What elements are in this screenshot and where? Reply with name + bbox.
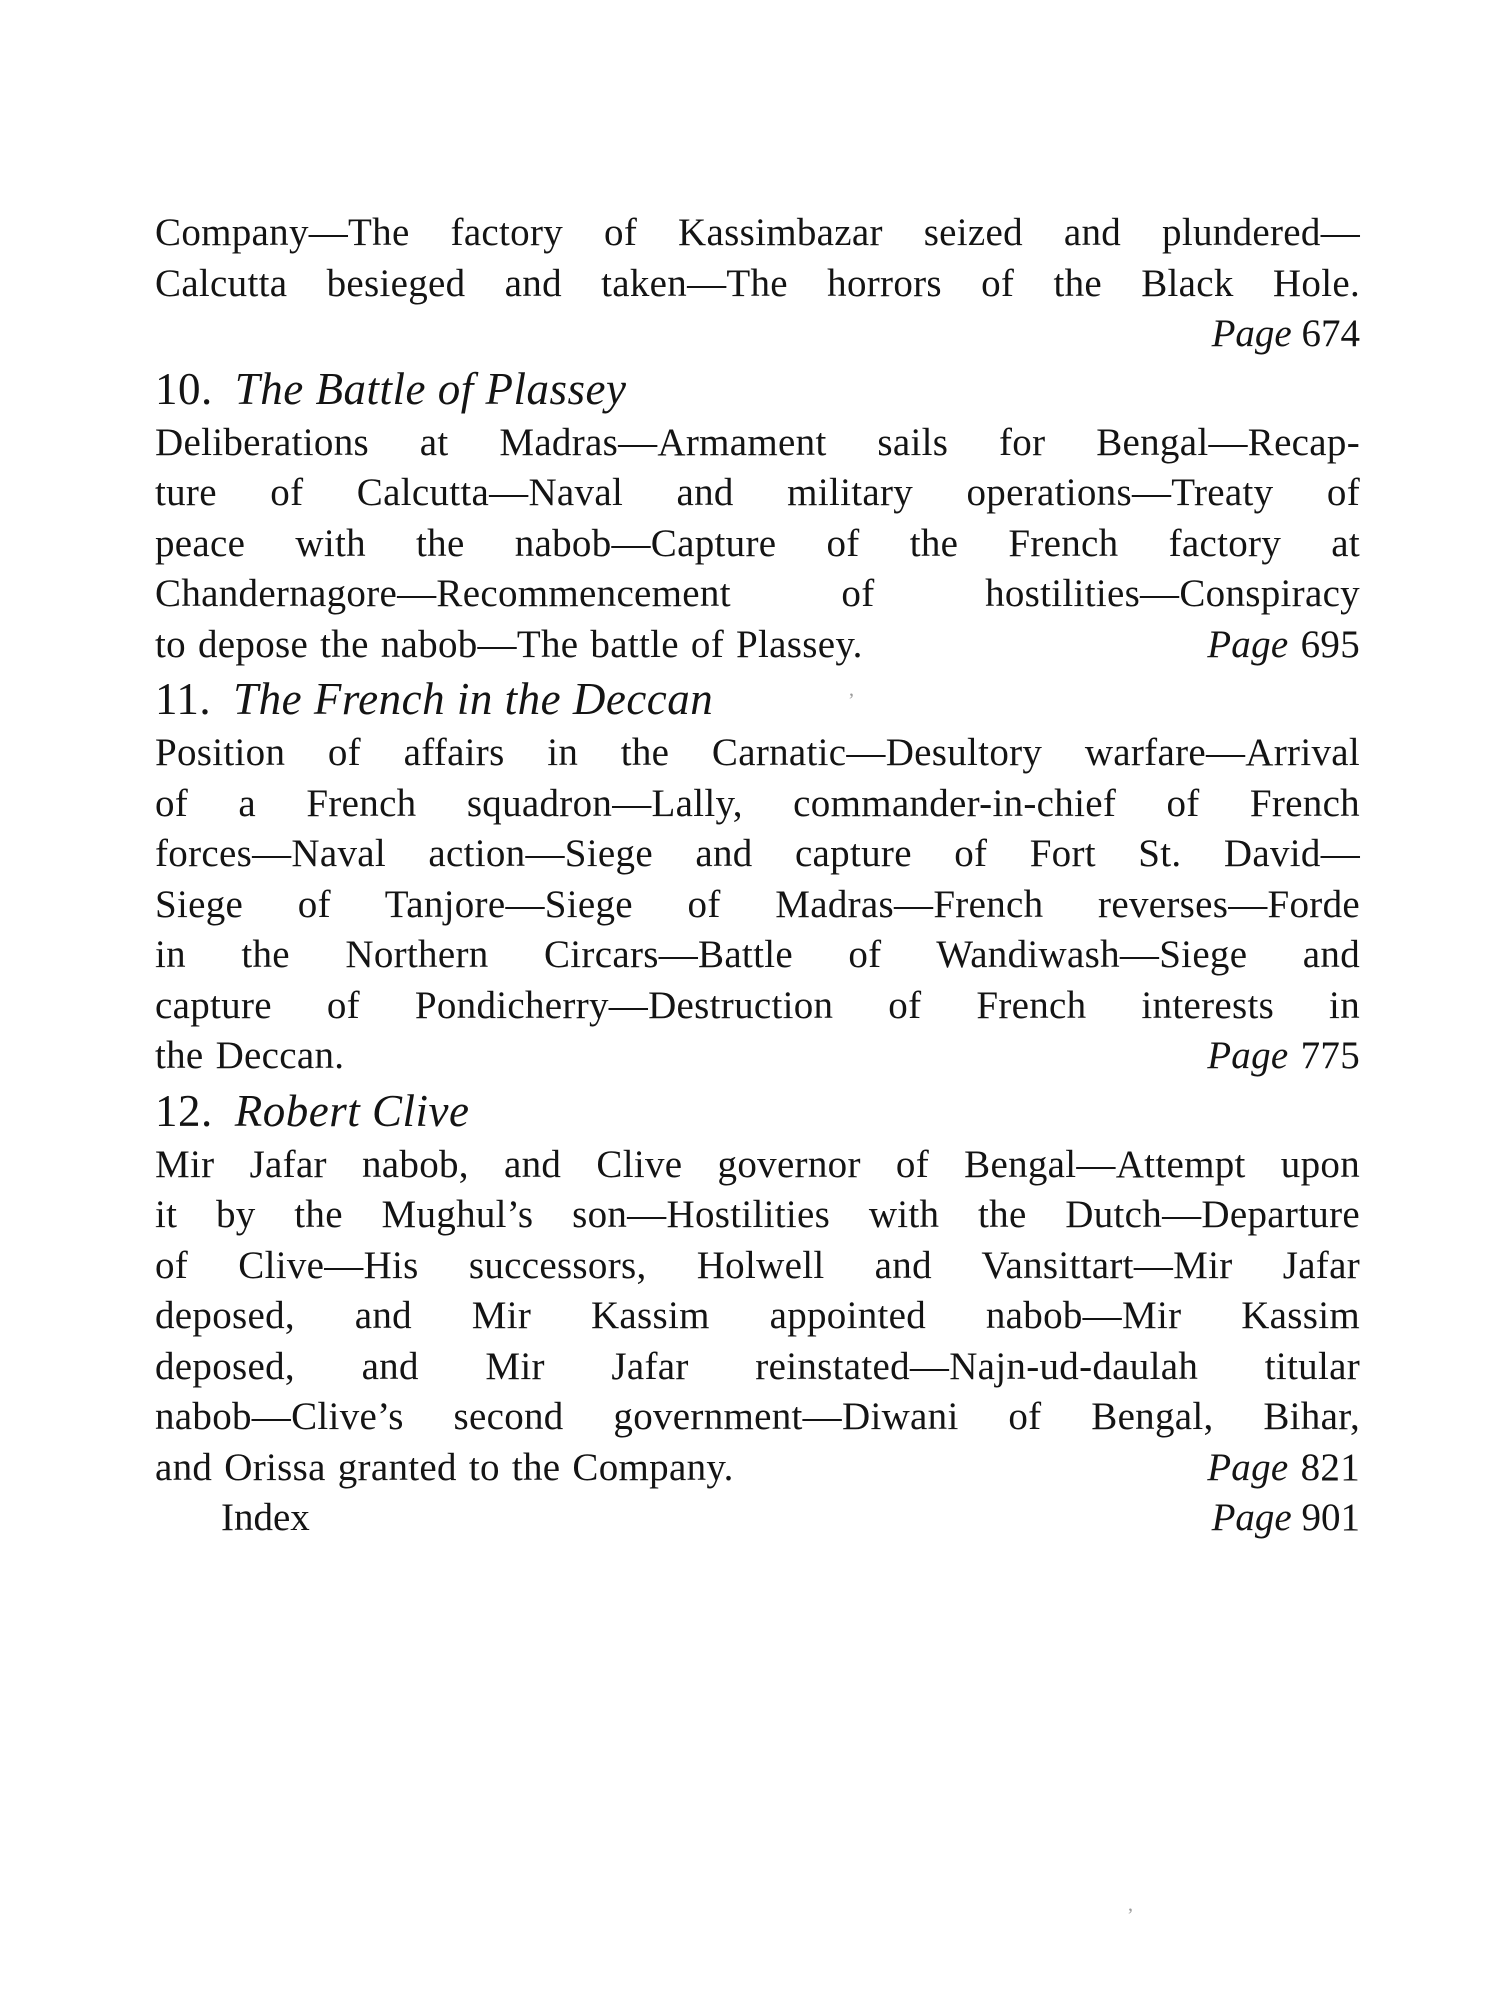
page-number: 775 — [1300, 1034, 1360, 1077]
summary-line: and Orissa granted to the Company. — [155, 1445, 734, 1489]
index-entry — [155, 1493, 1360, 1544]
page-label: Page — [1211, 312, 1292, 355]
chapter-page-ref — [1207, 1031, 1360, 1082]
index-label: Index — [221, 1496, 310, 1539]
print-speck: ʼ — [1127, 1905, 1134, 1927]
summary-line: Calcutta besieged and taken—The horrors of the Black Hole. — [155, 261, 1360, 305]
chapter-summary-10 — [155, 418, 1360, 671]
chapter-number: 11. — [155, 674, 212, 724]
page-number: 695 — [1300, 622, 1360, 666]
chapter-number: 10. — [155, 363, 213, 414]
page-label: Page — [1207, 1034, 1289, 1077]
summary-line: peace with the nabob—Capture of the French factory at — [155, 521, 1360, 565]
chapter-heading-12 — [155, 1082, 1360, 1140]
summary-line: forces—Naval action—Siege and capture of Fort St. David— — [155, 832, 1360, 875]
chapter-page-ref — [1207, 620, 1360, 671]
summary-line: Company—The factory of Kassimbazar seized and plundered— — [155, 211, 1360, 254]
summary-line: deposed, and Mir Kassim appointed nabob—Mir Kassim — [155, 1294, 1360, 1337]
summary-line: Position of affairs in the Carnatic—Desultory warfare—Arrival — [155, 731, 1360, 774]
chapter-summary-12 — [155, 1140, 1360, 1494]
summary-line: of Clive—His successors, Holwell and Vansittart—Mir Jafar — [155, 1243, 1360, 1287]
chapter-title: Robert Clive — [234, 1085, 470, 1136]
summary-line: Deliberations at Madras—Armament sails for Bengal—Recap- — [155, 420, 1360, 464]
intro-summary — [155, 208, 1360, 309]
chapter-page-ref — [1207, 1443, 1360, 1494]
contents-page — [155, 208, 1360, 1544]
chapter-number: 12. — [155, 1085, 213, 1136]
summary-line: capture of Pondicherry—Destruction of French interests in — [155, 983, 1360, 1027]
summary-line: Chandernagore—Recommencement of hostilities—Conspiracy — [155, 572, 1360, 615]
summary-line: deposed, and Mir Jafar reinstated—Najn-ud-daulah titular — [155, 1344, 1360, 1388]
summary-last-line — [155, 1443, 1360, 1494]
summary-line: Mir Jafar nabob, and Clive governor of Bengal—Attempt upon — [155, 1142, 1360, 1186]
page-label: Page — [1207, 1445, 1289, 1489]
chapter-title: The French in the Deccan — [233, 674, 714, 724]
page-number: 901 — [1301, 1496, 1360, 1539]
summary-line: the Deccan. — [155, 1034, 345, 1077]
summary-line: Siege of Tanjore—Siege of Madras—French reverses—Forde — [155, 882, 1360, 926]
page-label: Page — [1211, 1496, 1292, 1539]
chapter-summary-11 — [155, 728, 1360, 1082]
summary-line: of a French squadron—Lally, commander-in-chief of French — [155, 781, 1360, 825]
page-label: Page — [1207, 622, 1289, 666]
page-number: 674 — [1301, 312, 1360, 355]
summary-line: it by the Mughul’s son—Hostilities with the Dutch—Departure — [155, 1193, 1360, 1236]
page-number: 821 — [1300, 1445, 1360, 1489]
print-speck: ʼ — [848, 690, 855, 712]
intro-page-ref — [155, 309, 1360, 360]
chapter-title: The Battle of Plassey — [234, 363, 627, 414]
summary-last-line — [155, 620, 1360, 671]
index-page-ref — [1212, 1493, 1360, 1544]
summary-line: ture of Calcutta—Naval and military operations—Treaty of — [155, 471, 1360, 514]
summary-last-line — [155, 1031, 1360, 1082]
summary-line: to depose the nabob—The battle of Plassey. — [155, 622, 863, 666]
summary-line: nabob—Clive’s second government—Diwani of Bengal, Bihar, — [155, 1395, 1360, 1438]
chapter-heading-11 — [155, 670, 1360, 728]
summary-line: in the Northern Circars—Battle of Wandiwash—Siege and — [155, 933, 1360, 976]
chapter-heading-10 — [155, 360, 1360, 418]
